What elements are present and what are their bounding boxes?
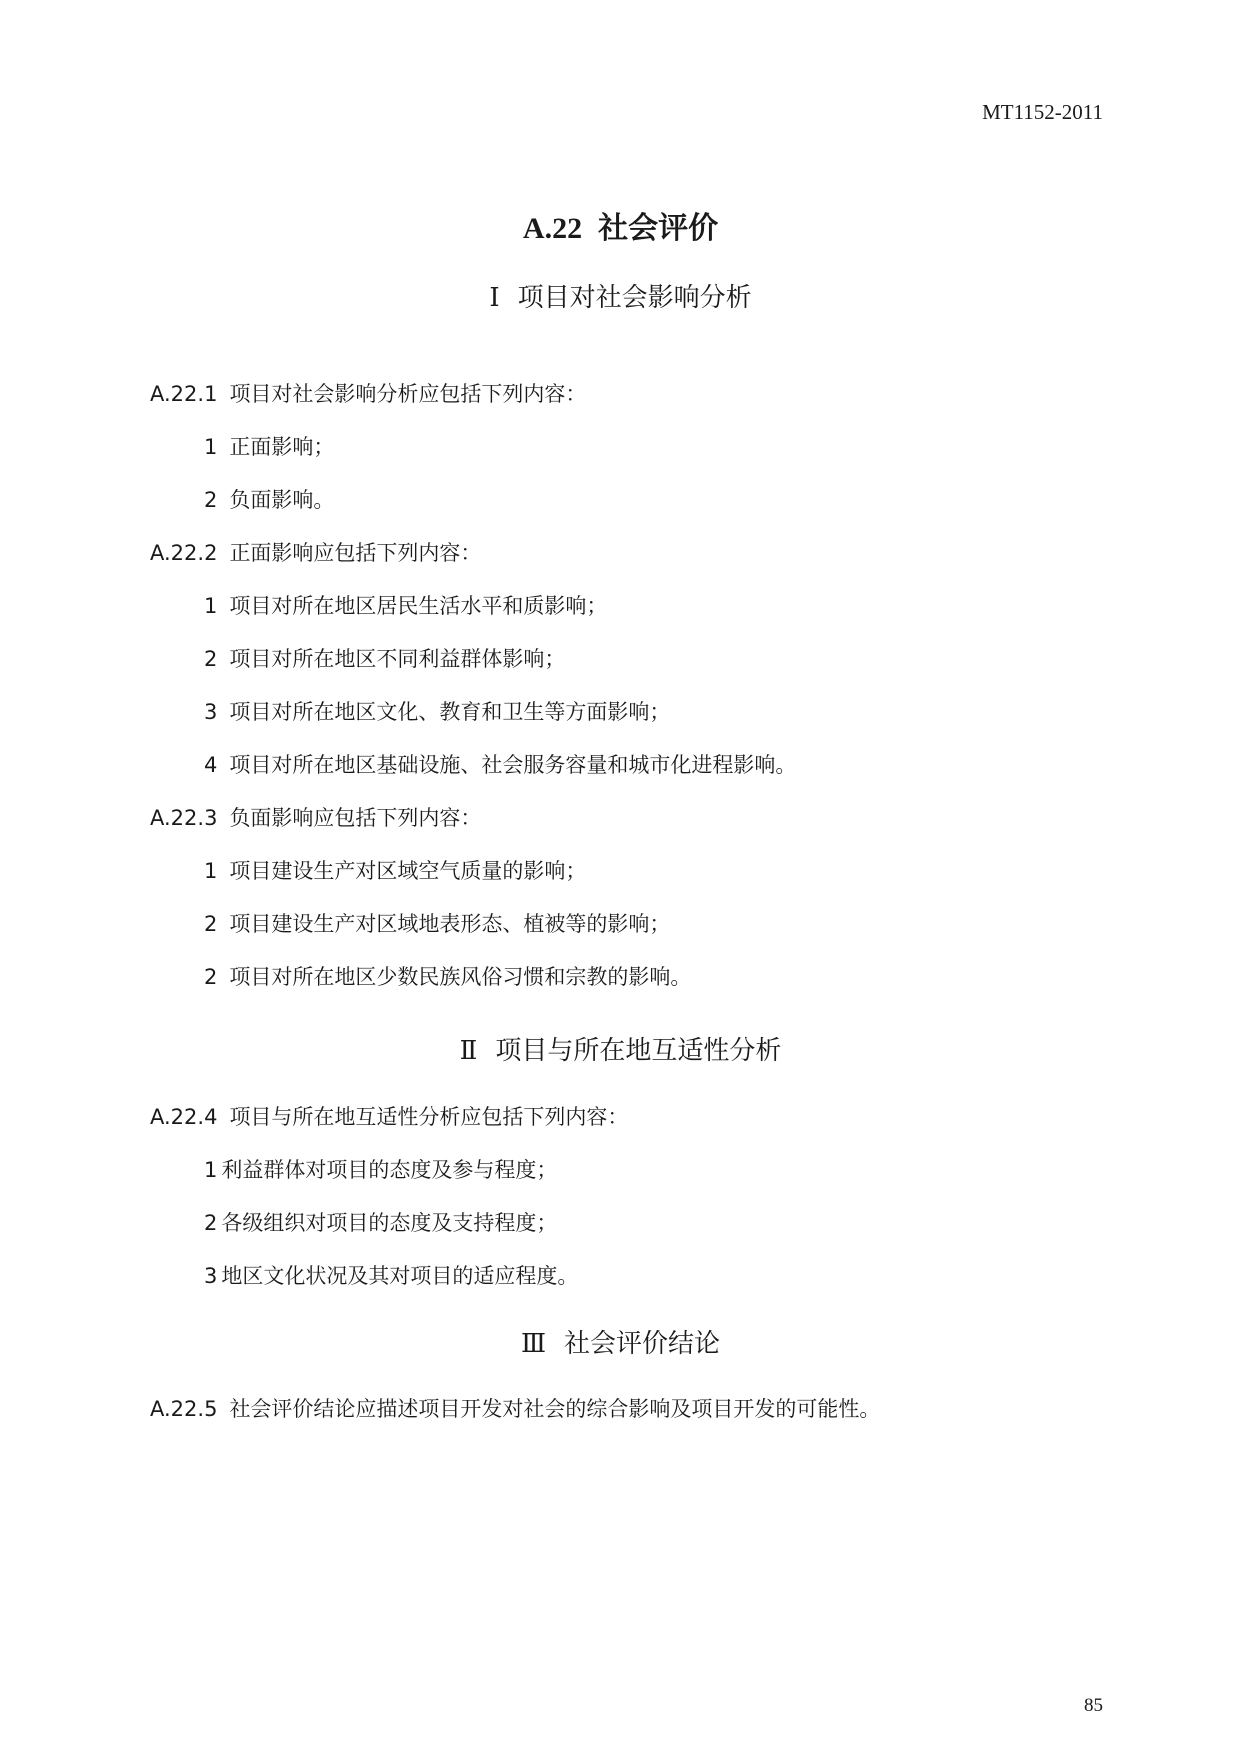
document-code: MT1152-2011 xyxy=(982,100,1103,124)
item-text: 正面影响； xyxy=(229,435,335,459)
item-text: 项目对所在地区少数民族风俗习惯和宗教的影响。 xyxy=(229,965,692,989)
item-number: 3 xyxy=(204,700,218,724)
page-title xyxy=(0,203,1241,247)
item-text: 项目对所在地区基础设施、社会服务容量和城市化进程影响。 xyxy=(229,753,797,777)
item-number: 3 xyxy=(204,1264,218,1288)
clause-number: A.22.4 xyxy=(150,1105,218,1129)
clause-a22-1 xyxy=(150,378,586,408)
item-text: 项目对所在地区居民生活水平和质影响； xyxy=(229,594,608,618)
item-text: 利益群体对项目的态度及参与程度； xyxy=(221,1158,558,1182)
section-roman: Ⅱ xyxy=(459,1036,478,1065)
item-number: 4 xyxy=(204,753,218,777)
clause-text: 项目对社会影响分析应包括下列内容： xyxy=(229,382,587,406)
list-item xyxy=(204,1154,557,1184)
clause-text: 社会评价结论应描述项目开发对社会的综合影响及项目开发的可能性。 xyxy=(229,1397,881,1421)
list-item xyxy=(204,749,796,779)
list-item xyxy=(204,908,670,938)
clause-number: A.22.1 xyxy=(150,382,218,406)
clause-text: 正面影响应包括下列内容： xyxy=(229,541,482,565)
item-number: 1 xyxy=(204,859,218,883)
list-item xyxy=(204,431,334,461)
clause-text: 负面影响应包括下列内容： xyxy=(229,806,482,830)
section-heading-2 xyxy=(0,1030,1241,1067)
item-number: 1 xyxy=(204,1158,218,1182)
list-item xyxy=(204,1207,557,1237)
item-text: 负面影响。 xyxy=(229,488,335,512)
clause-a22-2 xyxy=(150,537,481,567)
section-title: 项目对社会影响分析 xyxy=(517,283,752,313)
list-item xyxy=(204,961,691,991)
clause-a22-4 xyxy=(150,1101,628,1131)
item-number: 2 xyxy=(204,647,218,671)
item-number: 2 xyxy=(204,1211,218,1235)
list-item xyxy=(204,696,670,726)
title-text: 社会评价 xyxy=(598,211,719,246)
item-number: 2 xyxy=(204,488,218,512)
section-title: 项目与所在地互适性分析 xyxy=(495,1036,782,1066)
list-item xyxy=(204,855,586,885)
section-roman: Ⅰ xyxy=(489,283,500,312)
page-number: 85 xyxy=(1084,1695,1103,1716)
item-text: 项目建设生产对区域空气质量的影响； xyxy=(229,859,587,883)
item-number: 2 xyxy=(204,965,218,989)
clause-number: A.22.3 xyxy=(150,806,218,830)
item-number: 1 xyxy=(204,594,218,618)
list-item xyxy=(204,643,565,673)
item-text: 各级组织对项目的态度及支持程度； xyxy=(221,1211,558,1235)
item-text: 项目建设生产对区域地表形态、植被等的影响； xyxy=(229,912,671,936)
list-item xyxy=(204,1260,578,1290)
item-number: 2 xyxy=(204,912,218,936)
section-title: 社会评价结论 xyxy=(564,1329,721,1359)
clause-text: 项目与所在地互适性分析应包括下列内容： xyxy=(229,1105,629,1129)
section-roman: Ⅲ xyxy=(520,1329,547,1358)
clause-a22-3 xyxy=(150,802,481,832)
section-heading-1 xyxy=(0,277,1241,314)
clause-number: A.22.5 xyxy=(150,1397,218,1421)
clause-a22-5 xyxy=(150,1393,880,1423)
item-text: 项目对所在地区不同利益群体影响； xyxy=(229,647,566,671)
list-item xyxy=(204,484,334,514)
item-text: 地区文化状况及其对项目的适应程度。 xyxy=(221,1264,579,1288)
item-text: 项目对所在地区文化、教育和卫生等方面影响； xyxy=(229,700,671,724)
clause-number: A.22.2 xyxy=(150,541,218,565)
title-number: A.22 xyxy=(522,212,583,245)
section-heading-3 xyxy=(0,1323,1241,1360)
item-number: 1 xyxy=(204,435,218,459)
list-item xyxy=(204,590,607,620)
